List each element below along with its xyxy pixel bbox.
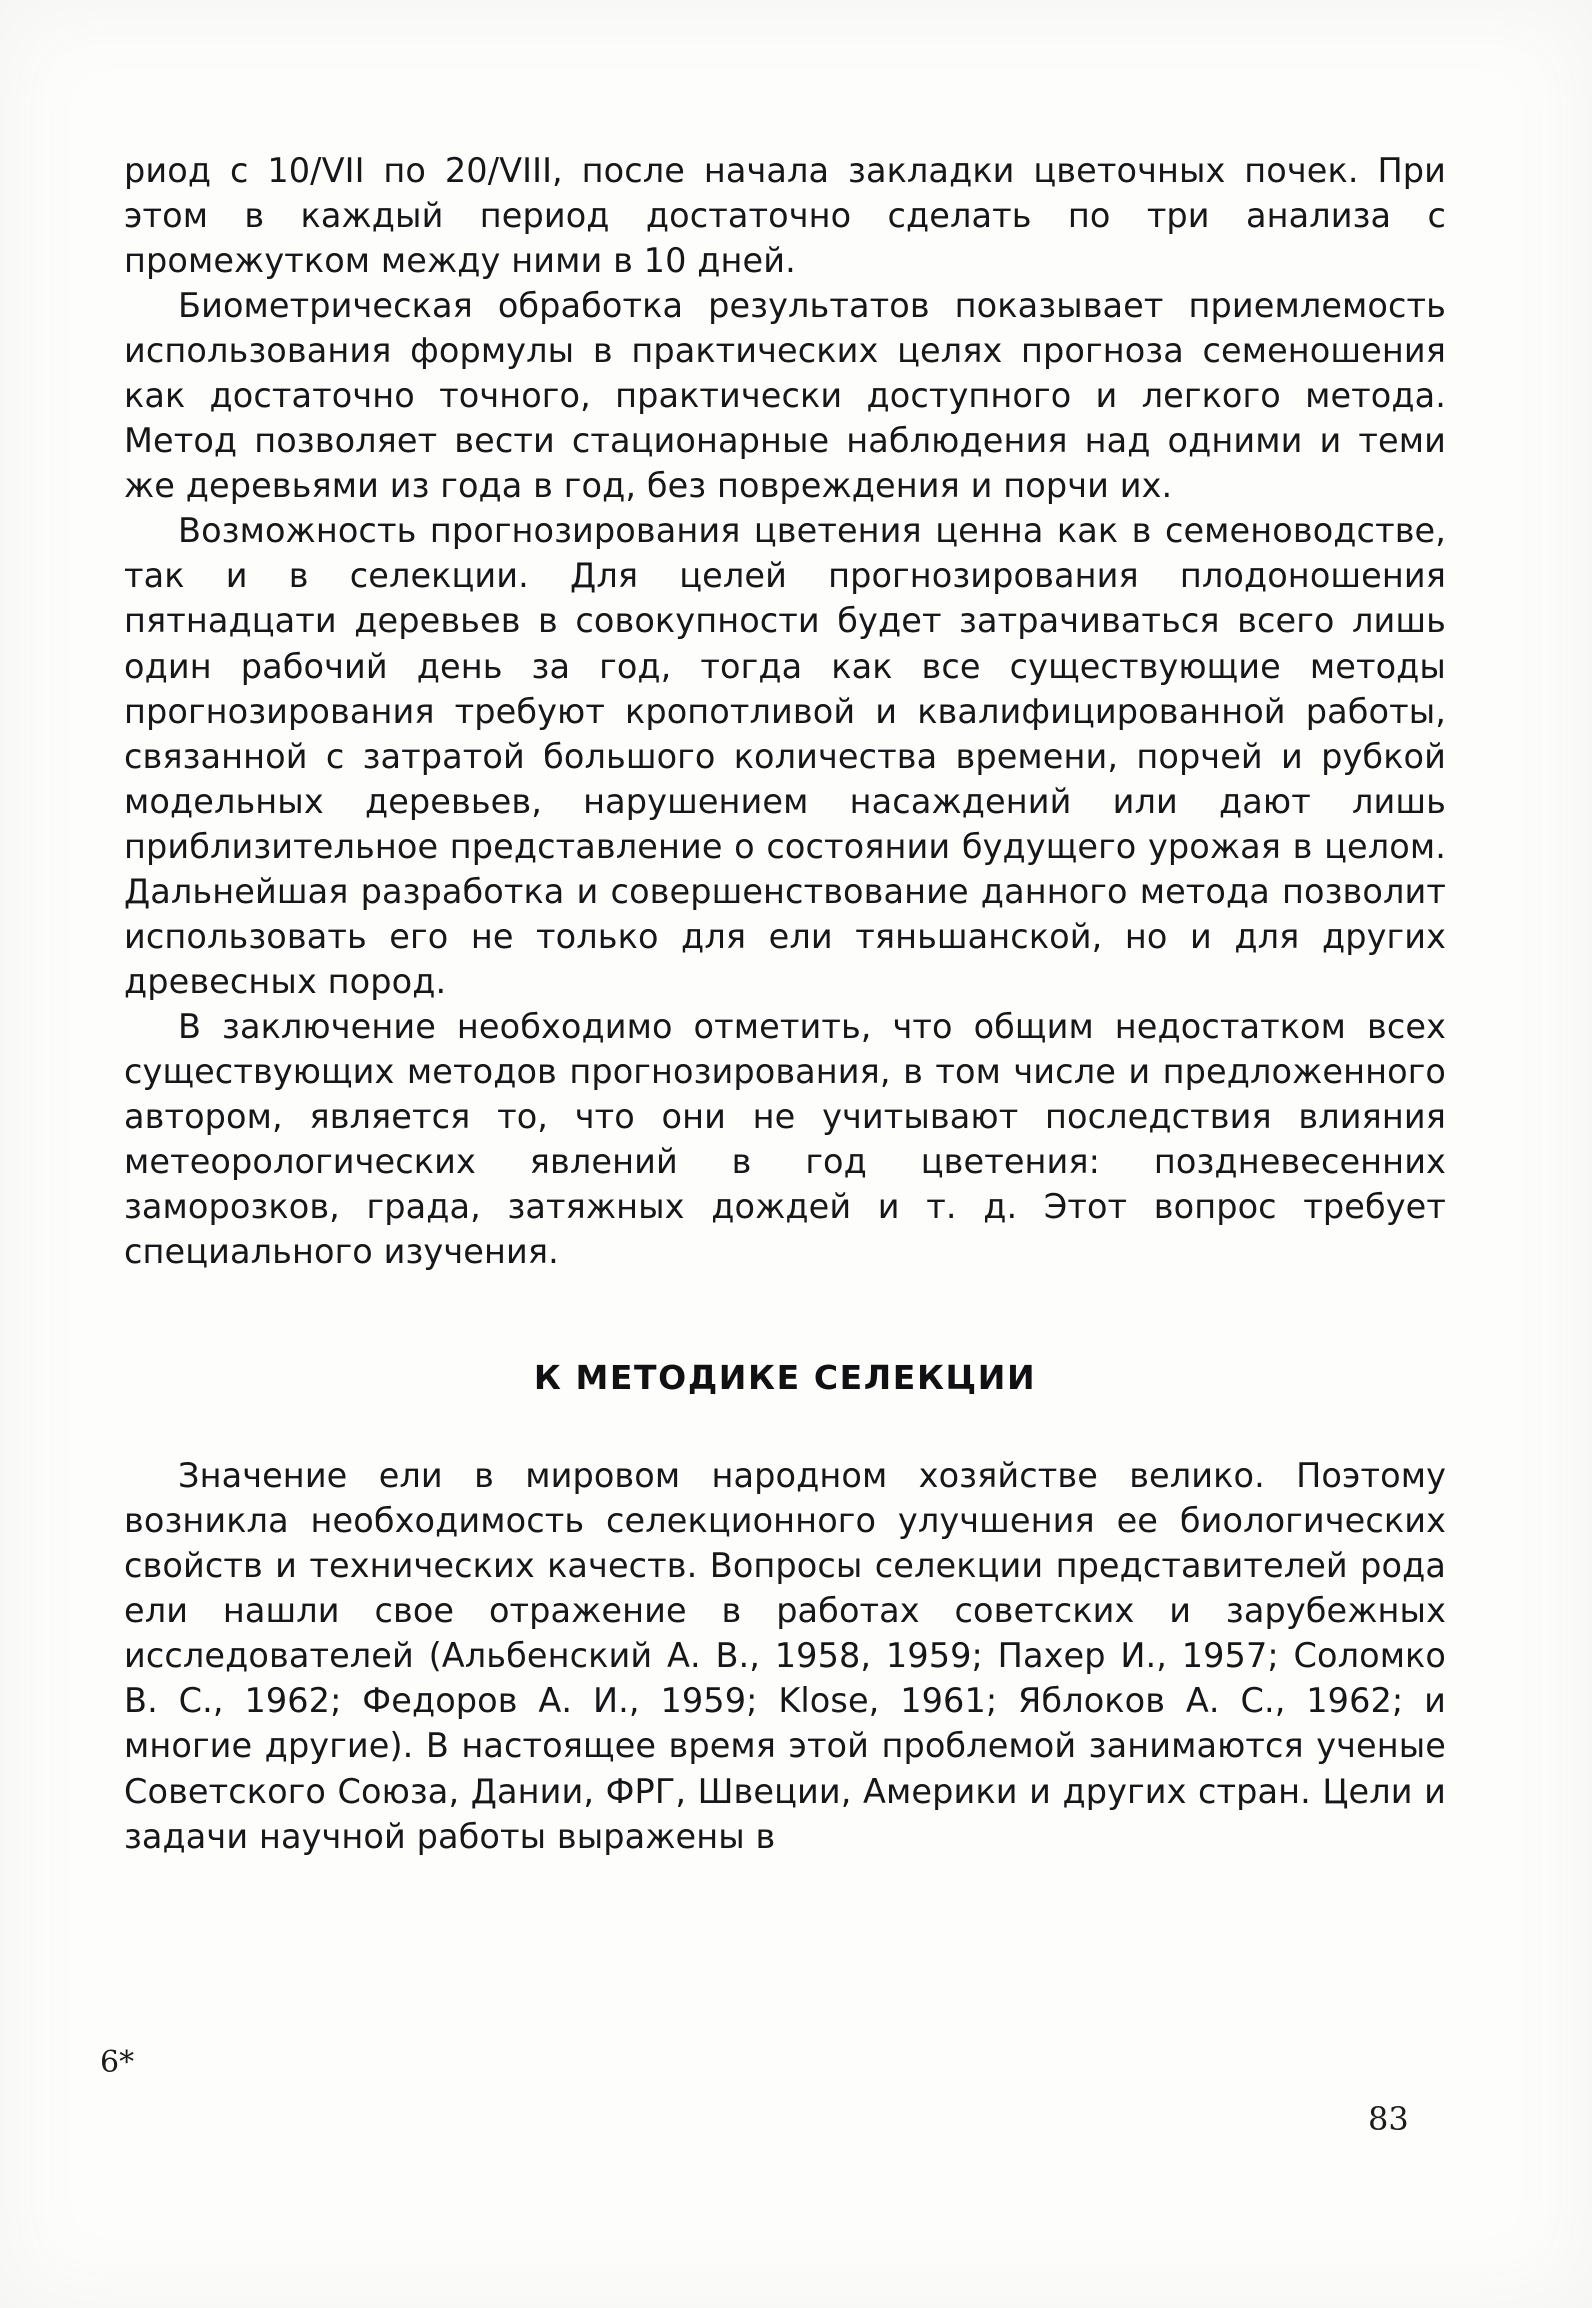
page-number: 83 (1368, 2100, 1409, 2138)
paragraph-continued: риод с 10/VII по 20/VIII, после начала закладки цветочных почек. При этом в каждый период достаточно сделать по три анализа с промежутком между ними в 10 дней. (124, 151, 1446, 281)
signature-mark: 6* (100, 2045, 135, 2080)
section-heading: К МЕТОДИКЕ СЕЛЕКЦИИ (533, 1358, 1037, 1398)
paragraph-forecast: Возможность прогнозирования цветения ценна как в семеноводстве, так и в селекции. Для целей прогнозирования плодоношения пятнадцати деревьев в совокупности будет затрачиваться всего лишь один рабочий день за год, тогда как все существующие методы прогнозирования требуют кропотливой и квалифицированной работы, связанной с затратой большого количества времени, порчей и рубкой модельных деревьев, нарушением насаждений или дают лишь приблизительное представление о состоянии будущего урожая в целом. Дальнейшая разработка и совершенствование данного метода позволит использовать его не только для ели тяньшанской, но и для других древесных пород. (124, 511, 1446, 1001)
page-body (124, 148, 1446, 1859)
spacer-below-heading (124, 1397, 1446, 1453)
paragraph-selection-intro: Значение ели в мировом народном хозяйстве велико. Поэтому возникла необходимость селекционного улучшения ее биологических свойств и технических качеств. Вопросы селекции представителей рода ели нашли свое отражение в работах советских и зарубежных исследователей (Альбенский А. В., 1958, 1959; Пахер И., 1957; Соломко В. С., 1962; Федоров А. И., 1959; Klose, 1961; Яблоков А. С., 1962; и многие другие). В настоящее время этой проблемой занимаются ученые Советского Союза, Дании, ФРГ, Швеции, Америки и других стран. Цели и задачи научной работы выражены в (124, 1456, 1446, 1856)
paragraph-biometric: Биометрическая обработка результатов показывает приемлемость использования формулы в практических целях прогноза семеношения как достаточно точного, практически доступного и легкого метода. Метод позволяет вести стационарные наблюдения над одними и теми же деревьями из года в год, без повреждения и порчи их. (124, 286, 1446, 506)
spacer-above-heading (124, 1274, 1446, 1358)
paragraph-conclusion: В заключение необходимо отметить, что общим недостатком всех существующих методов прогнозирования, в том числе и предложенного автором, является то, что они не учитывают последствия влияния метеорологических явлений в год цветения: поздневесенних заморозков, града, затяжных дождей и т. д. Этот вопрос требует специального изучения. (124, 1006, 1446, 1272)
